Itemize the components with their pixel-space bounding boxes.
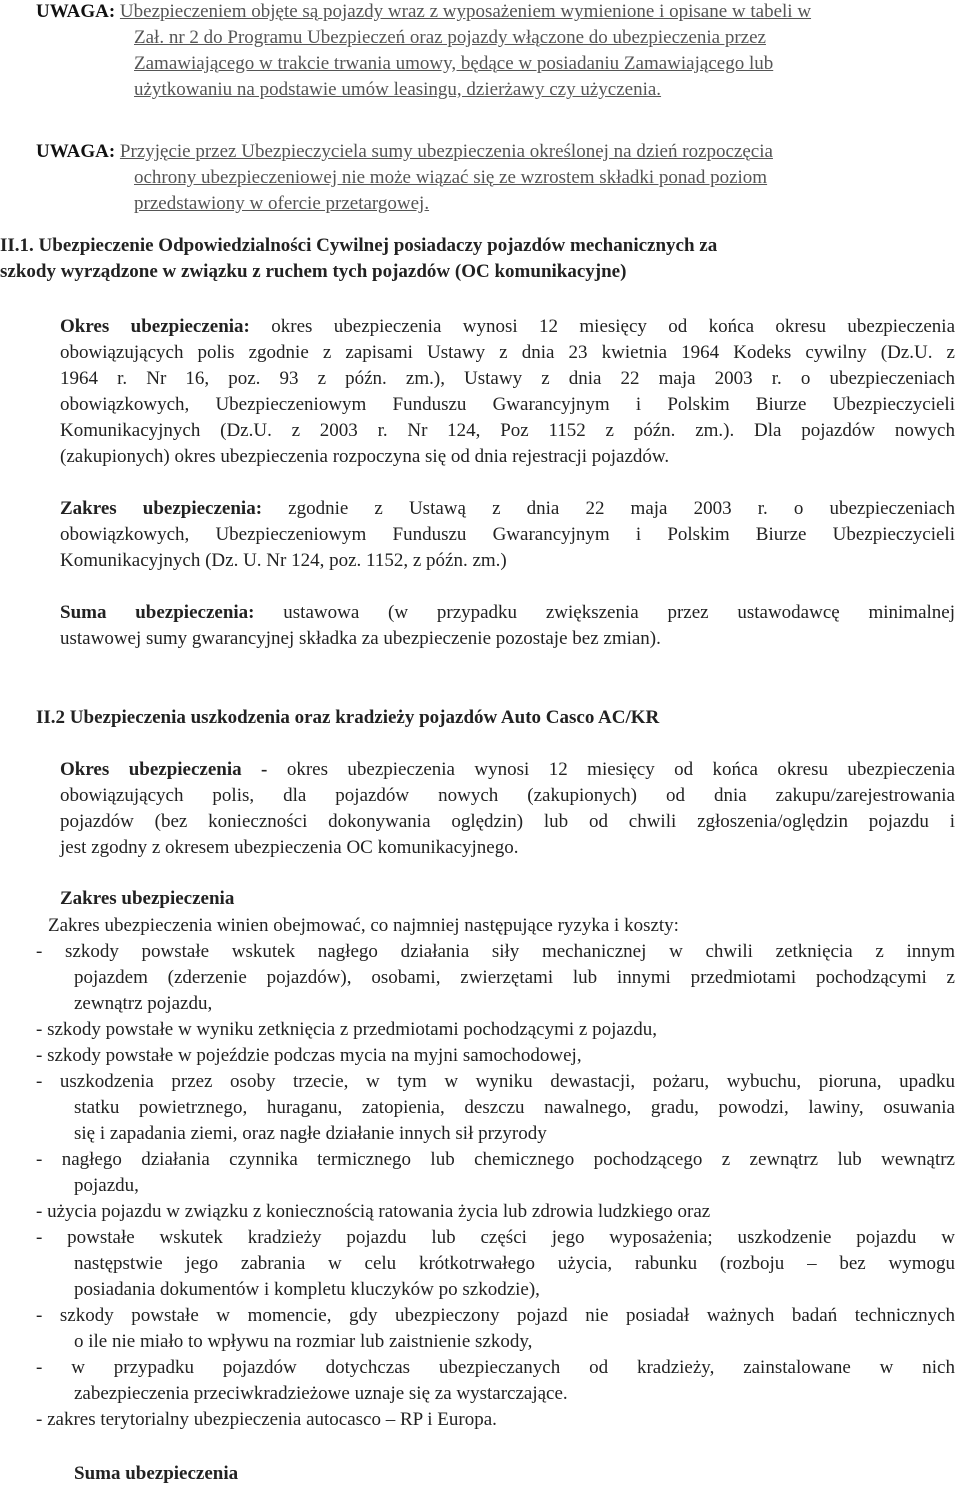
note-0-line-0-label: UWAGA: <box>36 1 116 22</box>
risk-item-0-line-1: pojazdem (zderzenie pojazdów), osobami, zwierzętami lub innymi przedmiotami pochodzącymi z <box>74 967 955 988</box>
risk-item-9-line-0: - zakres terytorialny ubezpieczenia autocasco – RP i Europa. <box>36 1409 497 1430</box>
risk-item-6-line-1: następstwie jego zabrania w celu krótkotrwałego użycia, rabunku (rozboju – bez wymogu <box>74 1253 955 1274</box>
section-1-okres-line-0 <box>60 315 955 339</box>
risk-item-7-line-0: - szkody powstałe w momencie, gdy ubezpieczony pojazd nie posiadał ważnych badań technicznych <box>36 1305 955 1326</box>
section-2-okres-line-0 <box>60 758 955 782</box>
section-1-okres-line-2: 1964 r. Nr 16, poz. 93 z późn. zm.), Ustawy z dnia 22 maja 2003 r. o ubezpieczeniach <box>60 368 955 389</box>
note-1-line-0-label: UWAGA: <box>36 141 116 162</box>
section-2-okres-line-3: jest zgodny z okresem ubezpieczenia OC komunikacyjnego. <box>60 837 519 858</box>
section-1-heading-line-0: II.1. Ubezpieczenie Odpowiedzialności Cywilnej posiadaczy pojazdów mechanicznych za <box>0 235 718 256</box>
section-2-okres-line-0-text: okres ubezpieczenia wynosi 12 miesięcy od końca okresu ubezpieczenia <box>286 759 956 780</box>
section-2-zakres-intro: Zakres ubezpieczenia winien obejmować, co najmniej następujące ryzyka i koszty: <box>48 915 679 936</box>
note-0-line-3: użytkowaniu na podstawie umów leasingu, dzierżawy czy użyczenia. <box>134 79 662 100</box>
risk-item-1-line-0: - szkody powstałe w wyniku zetknięcia z przedmiotami pochodzącymi z pojazdu, <box>36 1019 657 1040</box>
section-1-zakres-line-2: Komunikacyjnych (Dz. U. Nr 124, poz. 1152, z późn. zm.) <box>60 550 507 571</box>
risk-item-3-line-1: statku powietrznego, huraganu, zatopienia, deszczu nawalnego, gradu, powodzi, lawiny, osuwania <box>74 1097 955 1118</box>
section-1-okres-line-0-label: Okres ubezpieczenia: <box>60 316 250 337</box>
risk-item-3-line-2: się i zapadania ziemi, oraz nagłe działanie innych sił przyrody <box>74 1123 547 1144</box>
risk-item-3-line-0: - uszkodzenia przez osoby trzecie, w tym w wyniku dewastacji, pożaru, wybuchu, pioruna, upadku <box>36 1071 955 1092</box>
section-2-heading: II.2 Ubezpieczenia uszkodzenia oraz kradzieży pojazdów Auto Casco AC/KR <box>36 707 660 728</box>
section-1-zakres-line-0-text: zgodnie z Ustawą z dnia 22 maja 2003 r. o ubezpieczeniach <box>288 498 955 519</box>
section-1-suma-line-1: ustawowej sumy gwarancyjnej składka za ubezpieczenie pozostaje bez zmian). <box>60 628 661 649</box>
section-1-suma-line-0-text: ustawowa (w przypadku zwiększenia przez ustawodawcę minimalnej <box>283 602 956 623</box>
section-2-suma-heading: Suma ubezpieczenia <box>74 1463 239 1484</box>
note-0-line-1: Zał. nr 2 do Programu Ubezpieczeń oraz pojazdy włączone do ubezpieczenia przez <box>134 27 766 48</box>
note-1-line-0-text: Przyjęcie przez Ubezpieczyciela sumy ubezpieczenia określonej na dzień rozpoczęcia <box>119 141 773 162</box>
section-1-okres-line-3: obowiązkowych, Ubezpieczeniowym Funduszu Gwarancyjnym i Polskim Biurze Ubezpieczycieli <box>60 394 955 415</box>
risk-item-7-line-1: o ile nie miało to wpływu na rozmiar lub zaistnienie szkody, <box>74 1331 533 1352</box>
section-2-okres-line-2: pojazdów (bez konieczności dokonywania oględzin) lub od chwili zgłoszenia/oględzin pojazdu i <box>60 811 955 832</box>
section-1-zakres-line-1: obowiązkowych, Ubezpieczeniowym Funduszu Gwarancyjnym i Polskim Biurze Ubezpieczycieli <box>60 524 955 545</box>
note-0-line-2: Zamawiającego w trakcie trwania umowy, będące w posiadaniu Zamawiającego lub <box>134 53 774 74</box>
section-1-suma-line-0 <box>60 601 955 625</box>
section-1-zakres-line-0 <box>60 497 955 521</box>
note-0-line-0 <box>36 0 958 24</box>
risk-item-5-line-0: - użycia pojazdu w związku z koniecznością ratowania życia lub zdrowia ludzkiego oraz <box>36 1201 711 1222</box>
section-1-okres-line-5: (zakupionych) okres ubezpieczenia rozpoczyna się od dnia rejestracji pojazdów. <box>60 446 670 467</box>
risk-item-0-line-2: zewnątrz pojazdu, <box>74 993 213 1014</box>
section-1-okres-line-1: obowiązujących polis zgodnie z zapisami Ustawy z dnia 23 kwietnia 1964 Kodeks cywilny (Dz.U. z <box>60 342 955 363</box>
risk-item-8-line-1: zabezpieczenia przeciwkradzieżowe uznaje się za wystarczające. <box>74 1383 568 1404</box>
note-1-line-2: przedstawiony w ofercie przetargowej. <box>134 193 430 214</box>
note-0-line-0-text: Ubezpieczeniem objęte są pojazdy wraz z wyposażeniem wymienione i opisane w tabeli w <box>119 1 812 22</box>
risk-item-2-line-0: - szkody powstałe w pojeździe podczas mycia na myjni samochodowej, <box>36 1045 582 1066</box>
section-1-suma-line-0-label: Suma ubezpieczenia: <box>60 602 255 623</box>
section-1-okres-line-0-text: okres ubezpieczenia wynosi 12 miesięcy od końca okresu ubezpieczenia <box>271 316 956 337</box>
section-2-okres-line-1: obowiązujących polis, dla pojazdów nowych (zakupionych) od dnia zakupu/zarejestrowania <box>60 785 955 806</box>
risk-item-8-line-0: - w przypadku pojazdów dotychczas ubezpieczanych od kradzieży, zainstalowane w nich <box>36 1357 955 1378</box>
section-1-okres-line-4: Komunikacyjnych (Dz.U. z 2003 r. Nr 124, Poz 1152 z późn. zm.). Dla pojazdów nowych <box>60 420 955 441</box>
risk-item-6-line-0: - powstałe wskutek kradzieży pojazdu lub części jego wyposażenia; uszkodzenie pojazdu w <box>36 1227 955 1248</box>
risk-item-0-line-0: - szkody powstałe wskutek nagłego działania siły mechanicznej w chwili zetknięcia z innym <box>36 941 955 962</box>
risk-item-4-line-0: - nagłego działania czynnika termicznego lub chemicznego pochodzącego z zewnątrz lub wewnątrz <box>36 1149 955 1170</box>
section-2-zakres-heading: Zakres ubezpieczenia <box>60 888 235 909</box>
section-1-zakres-line-0-label: Zakres ubezpieczenia: <box>60 498 263 519</box>
note-1-line-1: ochrony ubezpieczeniowej nie może wiązać się ze wzrostem składki ponad poziom <box>134 167 768 188</box>
risk-item-6-line-2: posiadania dokumentów i kompletu kluczyków po szkodzie), <box>74 1279 540 1300</box>
risk-item-4-line-1: pojazdu, <box>74 1175 139 1196</box>
note-1-line-0 <box>36 140 896 164</box>
section-1-heading-line-1: szkody wyrządzone w związku z ruchem tych pojazdów (OC komunikacyjne) <box>0 261 627 282</box>
section-2-okres-line-0-label: Okres ubezpieczenia - <box>60 759 268 780</box>
